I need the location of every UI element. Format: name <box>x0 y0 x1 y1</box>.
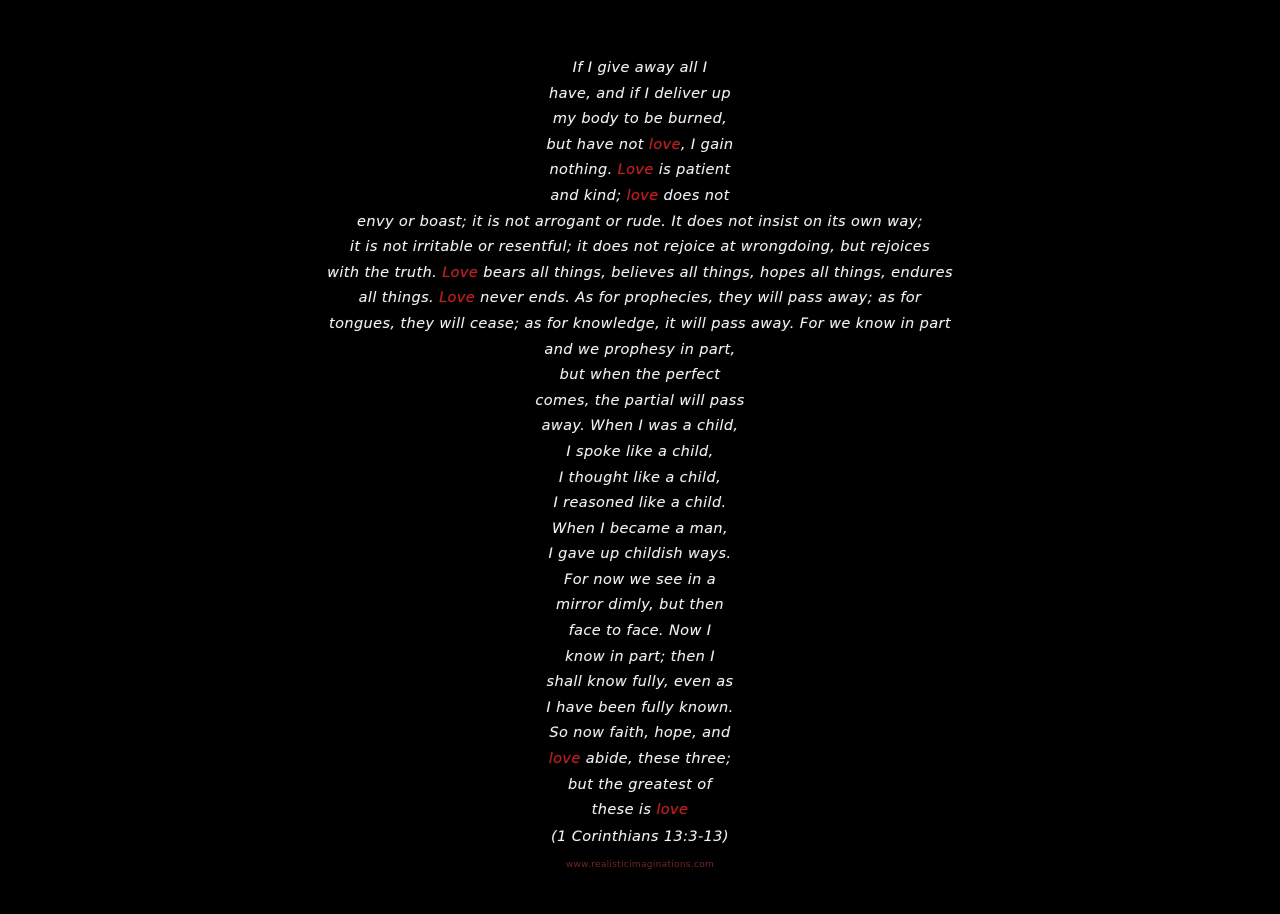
poem-line <box>0 184 1280 210</box>
poem-text-segment: shall know fully, even as <box>546 674 734 691</box>
poem-line <box>0 440 1280 466</box>
poem-text <box>0 56 1280 850</box>
poem-line <box>0 491 1280 517</box>
poem-text-segment: For now we see in a <box>563 571 717 588</box>
poem-line <box>0 133 1280 159</box>
poem-line <box>0 363 1280 389</box>
love-word: love <box>626 187 659 204</box>
poem-text-segment: I reasoned like a child. <box>553 495 727 512</box>
love-word: Love <box>442 264 479 281</box>
scripture-reference: (1 Corinthians 13:3-13) <box>551 828 729 845</box>
poem-line <box>0 158 1280 184</box>
poem-line <box>0 261 1280 287</box>
poem-line <box>0 414 1280 440</box>
poem-line <box>0 670 1280 696</box>
poem-line <box>0 542 1280 568</box>
poem-text-segment: , I gain <box>680 136 734 153</box>
poem-text-segment: So now faith, hope, and <box>549 725 731 742</box>
poem-text-segment: mirror dimly, but then <box>555 597 725 614</box>
poem-text-segment: with the truth. <box>327 264 443 281</box>
poem-line <box>0 696 1280 722</box>
love-word: love <box>548 751 581 768</box>
love-word: love <box>648 136 681 153</box>
poem-text-segment: but the greatest of <box>567 776 713 793</box>
poem-line <box>0 286 1280 312</box>
poem-line <box>0 56 1280 82</box>
poem-line <box>0 210 1280 236</box>
poem-text-segment: face to face. Now I <box>568 623 712 640</box>
poem-text-segment: and kind; <box>550 187 627 204</box>
poem-line <box>0 235 1280 261</box>
poem-line <box>0 466 1280 492</box>
poem-line <box>0 312 1280 338</box>
love-word: love <box>656 802 689 819</box>
poem-text-segment: bears all things, believes all things, hopes all things, endures <box>478 264 953 281</box>
poem-text-segment: away. When I was a child, <box>541 418 739 435</box>
poem-text-segment: know in part; then I <box>565 648 715 665</box>
poem-text-segment: these is <box>591 802 657 819</box>
poem-text-segment: comes, the partial will pass <box>535 392 745 409</box>
poem-text-segment: envy or boast; it is not arrogant or rude. It does not insist on its own way; <box>357 213 923 230</box>
poem-text-segment: is patient <box>653 162 731 179</box>
poem-text-segment: does not <box>658 187 730 204</box>
watermark: www.realisticimaginations.com <box>565 860 715 870</box>
love-word: Love <box>617 162 654 179</box>
poem-text-segment: it is not irritable or resentful; it does not rejoice at wrongdoing, but rejoices <box>349 239 931 256</box>
poem-text-segment: my body to be burned, <box>552 111 728 128</box>
love-word: Love <box>439 290 476 307</box>
poem-text-segment: I spoke like a child, <box>566 443 714 460</box>
poem-text-segment: I thought like a child, <box>558 469 722 486</box>
poem-lines <box>0 56 1280 824</box>
poem-text-segment: all things. <box>358 290 440 307</box>
poem-text-segment: I have been fully known. <box>546 699 734 716</box>
poem-line <box>0 798 1280 824</box>
poem-line <box>0 747 1280 773</box>
poem-text-segment: never ends. As for prophecies, they will pass away; as for <box>475 290 922 307</box>
poem-text-segment: tongues, they will cease; as for knowledge, it will pass away. For we know in part <box>329 315 951 332</box>
poem-text-segment: When I became a man, <box>551 520 729 537</box>
poem-line <box>0 517 1280 543</box>
poem-line <box>0 619 1280 645</box>
poem-line <box>0 338 1280 364</box>
poem-line <box>0 568 1280 594</box>
poem-line <box>0 645 1280 671</box>
poem-line <box>0 107 1280 133</box>
poem-text-segment: and we prophesy in part, <box>544 341 736 358</box>
poem-text-segment: If I give away all I <box>572 60 708 76</box>
poem-text-segment: abide, these three; <box>580 751 732 768</box>
poem-text-segment: but have not <box>546 136 649 153</box>
poem-text-segment: have, and if I deliver up <box>549 85 731 102</box>
poem-line <box>0 593 1280 619</box>
poem-line <box>0 721 1280 747</box>
poem-line <box>0 773 1280 799</box>
poem-text-segment: nothing. <box>549 162 618 179</box>
poem-line <box>0 389 1280 415</box>
poem-line <box>0 82 1280 108</box>
poem-text-segment: I gave up childish ways. <box>548 546 732 563</box>
poem-text-segment: but when the perfect <box>559 367 721 384</box>
